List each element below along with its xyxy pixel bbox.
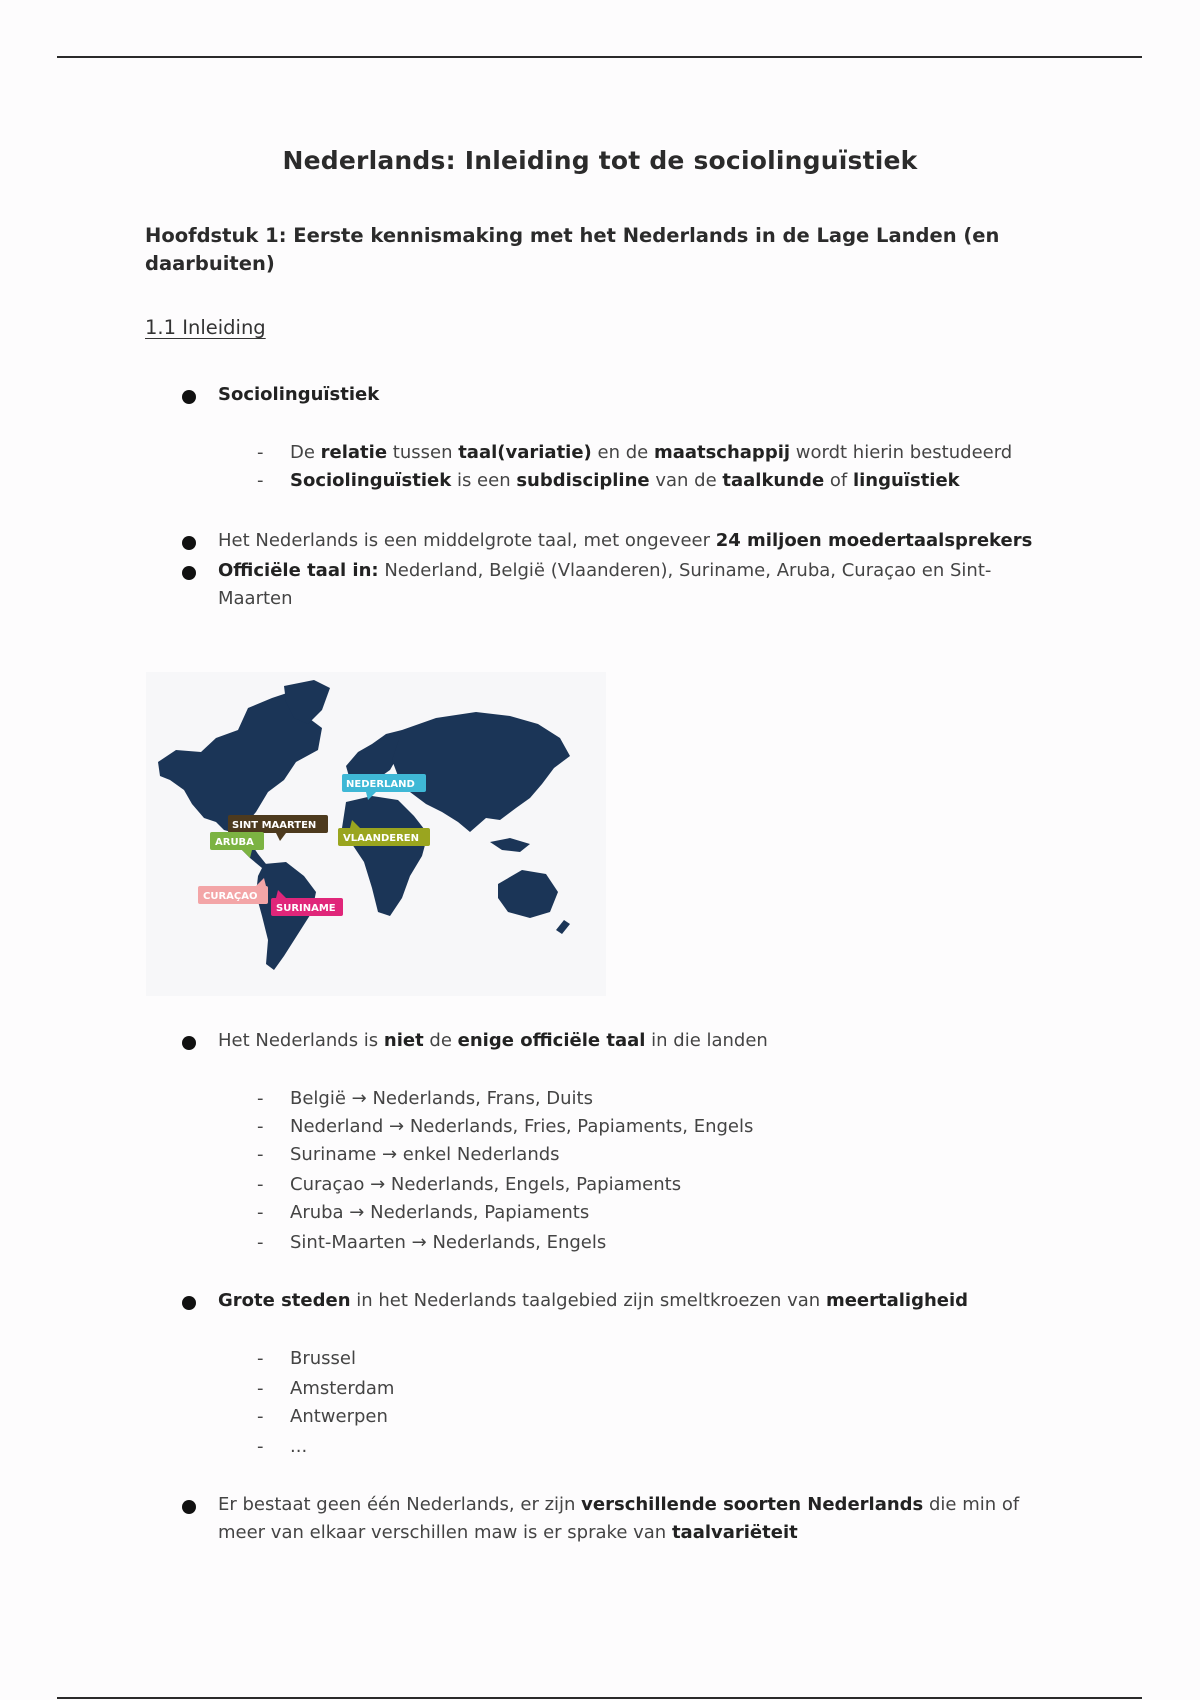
- list-item: [290, 467, 1090, 495]
- asia-shape: [392, 712, 570, 832]
- text-run-bold: taalkunde: [722, 470, 825, 491]
- text-run: in die landen: [645, 1030, 768, 1051]
- continents: [158, 680, 570, 970]
- map-label: NEDERLAND: [346, 779, 415, 790]
- list-item: - Suriname → enkel Nederlands: [290, 1141, 1090, 1169]
- text-run: en de: [591, 442, 654, 463]
- bullet-sociolinguistiek: [218, 381, 1068, 409]
- map-label: SURINAME: [276, 903, 336, 914]
- text-run-bold: taalvariëteit: [671, 1522, 798, 1543]
- bullet-label: Sociolinguïstiek: [218, 384, 380, 405]
- text-run-bold: meertaligheid: [825, 1290, 969, 1311]
- text-run-bold: Officiële taal in:: [218, 560, 379, 581]
- text-run-bold: verschillende soorten Nederlands: [581, 1494, 924, 1515]
- text-run-bold: niet: [383, 1030, 424, 1051]
- section-heading: 1.1 Inleiding: [145, 316, 266, 339]
- map-label: SINT MAARTEN: [232, 820, 317, 831]
- text-run: Er bestaat geen één Nederlands, er zijn: [218, 1494, 582, 1515]
- bottom-rule: [57, 1697, 1142, 1699]
- document-title: Nederlands: Inleiding tot de sociolinguïstiek: [282, 146, 918, 175]
- australia-shape: [498, 870, 558, 918]
- southeast-asia-shape: [490, 838, 530, 852]
- text-run: in het Nederlands taalgebied zijn smeltkroezen van: [350, 1290, 826, 1311]
- bullet-taalvarieteit: [218, 1491, 1068, 1547]
- list-item: - Brussel: [290, 1345, 1090, 1373]
- text-run-bold: enige officiële taal: [457, 1030, 646, 1051]
- bullet-grote-steden: [218, 1287, 1068, 1315]
- label-nederland: [342, 774, 426, 800]
- map-label: CURAÇAO: [203, 891, 258, 902]
- list-item: - Curaçao → Nederlands, Engels, Papiaments: [290, 1171, 1090, 1199]
- text-run-bold: Sociolinguïstiek: [290, 470, 452, 491]
- text-run-bold: subdiscipline: [516, 470, 650, 491]
- text-run: De: [290, 442, 321, 463]
- bullet-niet-enige-taal: [218, 1027, 1068, 1055]
- list-item: - Amsterdam: [290, 1375, 1090, 1403]
- text-run-bold: linguïstiek: [852, 470, 960, 491]
- list-item: - Nederland → Nederlands, Fries, Papiaments, Engels: [290, 1113, 1090, 1141]
- text-run: die min of meer van elkaar verschillen maw is er sprake van: [218, 1494, 1020, 1543]
- text-run: is een: [451, 470, 517, 491]
- text-run-bold: maatschappij: [653, 442, 791, 463]
- map-label: ARUBA: [215, 837, 254, 848]
- text-run-bold: Grote steden: [218, 1290, 351, 1311]
- new-zealand-shape: [556, 920, 570, 934]
- text-run-bold: taal(variatie): [458, 442, 592, 463]
- top-rule: [57, 56, 1142, 58]
- list-item: - Antwerpen: [290, 1403, 1090, 1431]
- list-item: - België → Nederlands, Frans, Duits: [290, 1085, 1090, 1113]
- bullet-middelgrote-taal: [218, 527, 1068, 555]
- text-run: van de: [649, 470, 723, 491]
- text-run: of: [824, 470, 853, 491]
- list-item: - Sint-Maarten → Nederlands, Engels: [290, 1229, 1090, 1257]
- world-map-image: [146, 672, 606, 996]
- text-run: Het Nederlands is een middelgrote taal, met ongeveer: [218, 530, 716, 551]
- text-run: tussen: [387, 442, 459, 463]
- text-run: de: [423, 1030, 458, 1051]
- bullet-officiele-taal: [218, 557, 1018, 613]
- world-map-svg: [146, 672, 606, 996]
- text-run-bold: relatie: [320, 442, 388, 463]
- text-run: Nederland, België (Vlaanderen), Suriname, Aruba, Curaçao en Sint-Maarten: [218, 560, 992, 609]
- text-run-bold: 24 miljoen moedertaalsprekers: [715, 530, 1033, 551]
- list-item: - Aruba → Nederlands, Papiaments: [290, 1199, 1090, 1227]
- list-item: [290, 439, 1090, 467]
- chapter-heading: Hoofdstuk 1: Eerste kennismaking met het Nederlands in de Lage Landen (en daarbuiten): [145, 224, 1000, 275]
- africa-shape: [342, 796, 428, 916]
- text-run: wordt hierin bestudeerd: [790, 442, 1013, 463]
- text-run: Het Nederlands is: [218, 1030, 384, 1051]
- list-item: - ...: [290, 1433, 1090, 1461]
- map-label: VLAANDEREN: [343, 833, 419, 844]
